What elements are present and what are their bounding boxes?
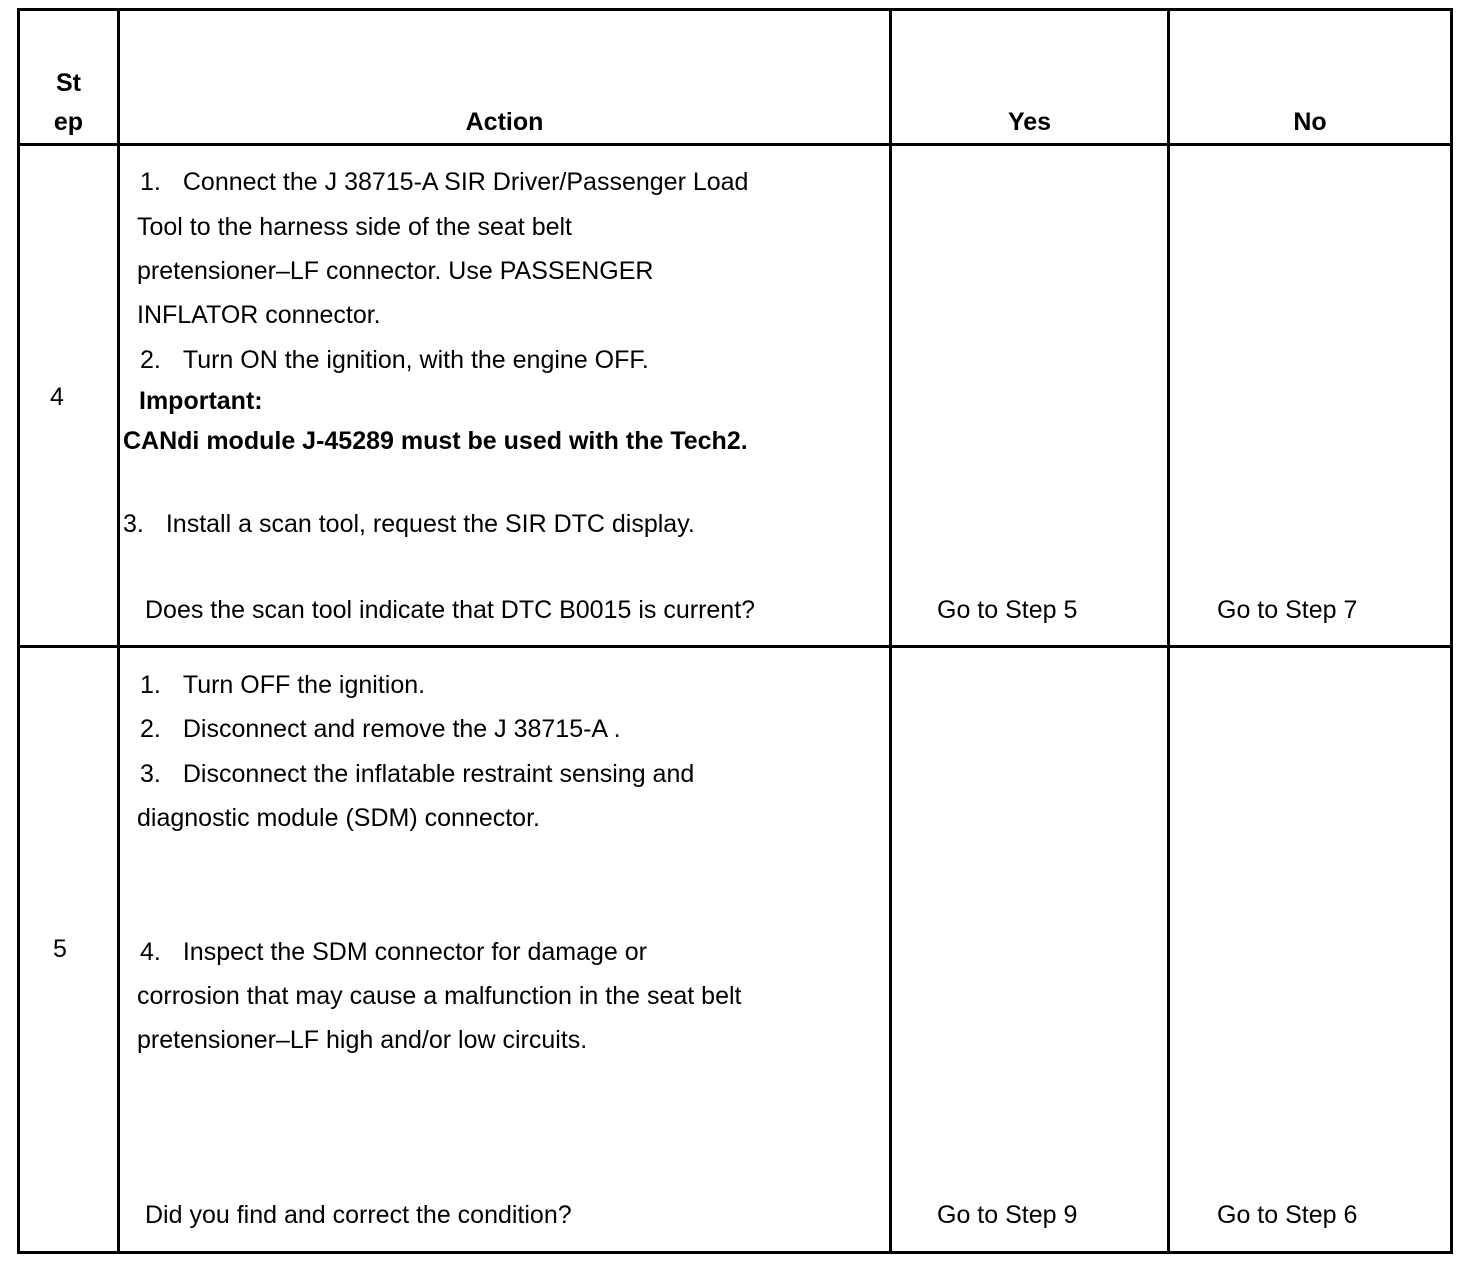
action-text: pretensioner–LF high and/or low circuits. bbox=[137, 1026, 588, 1054]
header-no: No bbox=[1293, 108, 1327, 136]
step-number: 4 bbox=[50, 383, 64, 411]
yes-result: Go to Step 5 bbox=[937, 596, 1078, 624]
header-yes: Yes bbox=[1007, 108, 1052, 136]
header-step-line2: ep bbox=[53, 108, 84, 136]
step-number: 5 bbox=[53, 935, 67, 963]
action-item bbox=[123, 509, 695, 539]
column-divider-step bbox=[117, 8, 120, 1254]
important-text: CANdi module J-45289 must be used with the Tech2. bbox=[123, 427, 748, 455]
header-step-line1: St bbox=[56, 69, 81, 97]
action-number: 3. bbox=[140, 760, 161, 788]
action-item bbox=[140, 714, 621, 744]
yes-result: Go to Step 9 bbox=[937, 1201, 1078, 1229]
column-divider-yes bbox=[1167, 8, 1170, 1254]
question-text: Did you find and correct the condition? bbox=[145, 1201, 572, 1229]
action-text: corrosion that may cause a malfunction in the seat belt bbox=[137, 982, 742, 1010]
action-number: 1. bbox=[140, 168, 161, 196]
action-item bbox=[140, 167, 748, 197]
action-text: Install a scan tool, request the SIR DTC display. bbox=[165, 510, 695, 538]
action-item bbox=[140, 345, 649, 375]
action-text: INFLATOR connector. bbox=[137, 301, 381, 329]
action-item bbox=[140, 670, 425, 700]
header-divider bbox=[17, 143, 1453, 146]
action-number: 2. bbox=[140, 715, 161, 743]
no-result: Go to Step 6 bbox=[1217, 1201, 1358, 1229]
action-number: 1. bbox=[140, 671, 161, 699]
column-divider-action bbox=[889, 8, 892, 1254]
action-text: Tool to the harness side of the seat belt bbox=[137, 213, 572, 241]
action-item bbox=[140, 937, 647, 967]
header-action: Action bbox=[465, 108, 544, 136]
action-text: diagnostic module (SDM) connector. bbox=[137, 804, 540, 832]
action-text: Turn OFF the ignition. bbox=[182, 671, 426, 699]
action-text: pretensioner–LF connector. Use PASSENGER bbox=[137, 257, 654, 285]
action-text: Disconnect and remove the J 38715-A . bbox=[182, 715, 621, 743]
question-text: Does the scan tool indicate that DTC B0015 is current? bbox=[145, 596, 756, 624]
no-result: Go to Step 7 bbox=[1217, 596, 1358, 624]
row-divider bbox=[17, 645, 1453, 648]
action-text: Connect the J 38715-A SIR Driver/Passenger Load bbox=[182, 168, 749, 196]
action-number: 3. bbox=[123, 510, 144, 538]
action-item bbox=[140, 759, 694, 789]
action-text: Turn ON the ignition, with the engine OFF. bbox=[182, 346, 649, 374]
important-label: Important: bbox=[139, 387, 263, 415]
action-number: 4. bbox=[140, 938, 161, 966]
action-number: 2. bbox=[140, 346, 161, 374]
action-text: Inspect the SDM connector for damage or bbox=[182, 938, 647, 966]
action-text: Disconnect the inflatable restraint sensing and bbox=[182, 760, 695, 788]
